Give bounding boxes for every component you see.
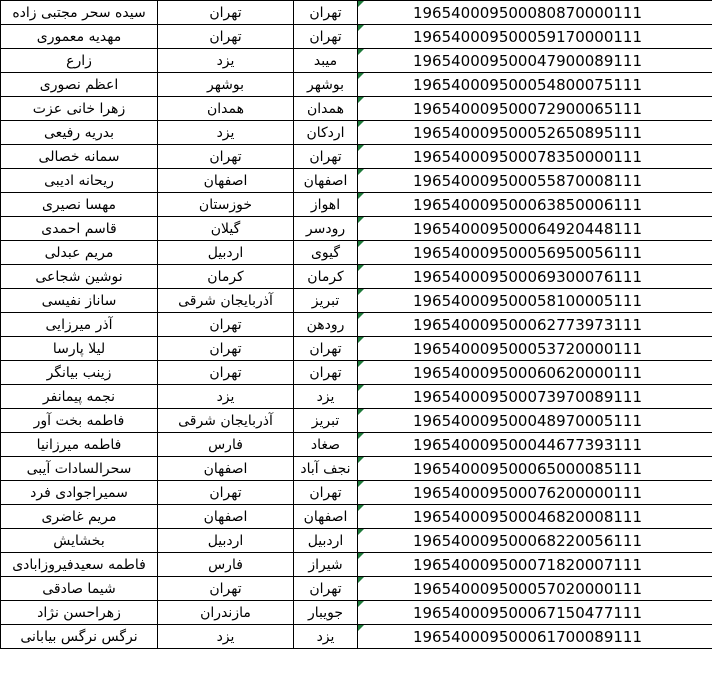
- code-cell[interactable]: 196540009500072900065111: [358, 97, 712, 121]
- code-cell[interactable]: 196540009500063850006111: [358, 193, 712, 217]
- province-cell[interactable]: تهران: [158, 313, 294, 337]
- province-cell[interactable]: یزد: [158, 121, 294, 145]
- table-row: [1, 505, 712, 529]
- code-cell[interactable]: 196540009500056950056111: [358, 241, 712, 265]
- city-cell[interactable]: صغاد: [294, 433, 358, 457]
- province-cell[interactable]: فارس: [158, 553, 294, 577]
- table-row: [1, 121, 712, 145]
- table-row: [1, 361, 712, 385]
- province-cell[interactable]: همدان: [158, 97, 294, 121]
- city-cell[interactable]: تهران: [294, 25, 358, 49]
- table-row: [1, 457, 712, 481]
- table-row: [1, 625, 712, 649]
- name-cell[interactable]: زهراحسن نژاد: [1, 601, 158, 625]
- province-cell[interactable]: اردبیل: [158, 241, 294, 265]
- name-cell[interactable]: نجمه پیمانفر: [1, 385, 158, 409]
- table-row: [1, 289, 712, 313]
- table-row: [1, 241, 712, 265]
- table-row: [1, 553, 712, 577]
- name-cell[interactable]: مریم عبدلی: [1, 241, 158, 265]
- name-cell[interactable]: نرگس نرگس بیابانی: [1, 625, 158, 649]
- city-cell[interactable]: میبد: [294, 49, 358, 73]
- table-row: [1, 49, 712, 73]
- city-cell[interactable]: تهران: [294, 577, 358, 601]
- table-row: [1, 409, 712, 433]
- code-cell[interactable]: 196540009500071820007111: [358, 553, 712, 577]
- table-row: [1, 481, 712, 505]
- city-cell[interactable]: جویبار: [294, 601, 358, 625]
- city-cell[interactable]: کرمان: [294, 265, 358, 289]
- name-cell[interactable]: مهدیه معموری: [1, 25, 158, 49]
- province-cell[interactable]: خوزستان: [158, 193, 294, 217]
- name-cell[interactable]: بدریه رفیعی: [1, 121, 158, 145]
- code-cell[interactable]: 196540009500054800075111: [358, 73, 712, 97]
- table-row: [1, 433, 712, 457]
- table-row: [1, 601, 712, 625]
- city-cell[interactable]: یزد: [294, 625, 358, 649]
- code-cell[interactable]: 196540009500061700089111: [358, 625, 712, 649]
- name-cell[interactable]: سمیراجوادی فرد: [1, 481, 158, 505]
- name-cell[interactable]: اعظم نصوری: [1, 73, 158, 97]
- city-cell[interactable]: اهواز: [294, 193, 358, 217]
- table-row: [1, 193, 712, 217]
- province-cell[interactable]: یزد: [158, 385, 294, 409]
- code-cell[interactable]: 196540009500060620000111: [358, 361, 712, 385]
- name-cell[interactable]: شیما صادقی: [1, 577, 158, 601]
- province-cell[interactable]: آذربایجان شرقی: [158, 289, 294, 313]
- province-cell[interactable]: تهران: [158, 577, 294, 601]
- province-cell[interactable]: تهران: [158, 481, 294, 505]
- city-cell[interactable]: گیوی: [294, 241, 358, 265]
- province-cell[interactable]: تهران: [158, 337, 294, 361]
- code-cell[interactable]: 196540009500068220056111: [358, 529, 712, 553]
- province-cell[interactable]: گیلان: [158, 217, 294, 241]
- province-cell[interactable]: کرمان: [158, 265, 294, 289]
- code-cell[interactable]: 196540009500046820008111: [358, 505, 712, 529]
- table-row: [1, 577, 712, 601]
- name-cell[interactable]: سحرالسادات آیبی: [1, 457, 158, 481]
- name-cell[interactable]: نوشین شجاعی: [1, 265, 158, 289]
- city-cell[interactable]: یزد: [294, 385, 358, 409]
- code-cell[interactable]: 196540009500064920448111: [358, 217, 712, 241]
- name-cell[interactable]: قاسم احمدی: [1, 217, 158, 241]
- name-cell[interactable]: لیلا پارسا: [1, 337, 158, 361]
- code-cell[interactable]: 196540009500044677393111: [358, 433, 712, 457]
- city-cell[interactable]: نجف آباد: [294, 457, 358, 481]
- city-cell[interactable]: تهران: [294, 337, 358, 361]
- province-cell[interactable]: یزد: [158, 625, 294, 649]
- name-cell[interactable]: مهسا نصیری: [1, 193, 158, 217]
- code-cell[interactable]: 196540009500055870008111: [358, 169, 712, 193]
- code-cell[interactable]: 196540009500062773973111: [358, 313, 712, 337]
- table-row: [1, 1, 712, 25]
- table-row: [1, 217, 712, 241]
- name-cell[interactable]: فاطمه میرزانیا: [1, 433, 158, 457]
- table-row: [1, 337, 712, 361]
- city-cell[interactable]: همدان: [294, 97, 358, 121]
- name-cell[interactable]: ریحانه ادیبی: [1, 169, 158, 193]
- province-cell[interactable]: بوشهر: [158, 73, 294, 97]
- province-cell[interactable]: اصفهان: [158, 169, 294, 193]
- table-row: [1, 529, 712, 553]
- table-row: [1, 145, 712, 169]
- province-cell[interactable]: یزد: [158, 49, 294, 73]
- name-cell[interactable]: سمانه خصالی: [1, 145, 158, 169]
- city-cell[interactable]: اردکان: [294, 121, 358, 145]
- city-cell[interactable]: تهران: [294, 145, 358, 169]
- city-cell[interactable]: تبریز: [294, 409, 358, 433]
- province-cell[interactable]: اصفهان: [158, 457, 294, 481]
- province-cell[interactable]: تهران: [158, 25, 294, 49]
- code-cell[interactable]: 196540009500080870000111: [358, 1, 712, 25]
- name-cell[interactable]: فاطمه بخت آور: [1, 409, 158, 433]
- city-cell[interactable]: بوشهر: [294, 73, 358, 97]
- table-row: [1, 97, 712, 121]
- code-cell[interactable]: 196540009500048970005111: [358, 409, 712, 433]
- city-cell[interactable]: تبریز: [294, 289, 358, 313]
- city-cell[interactable]: اصفهان: [294, 169, 358, 193]
- province-cell[interactable]: مازندران: [158, 601, 294, 625]
- province-cell[interactable]: آذربایجان شرقی: [158, 409, 294, 433]
- code-cell[interactable]: 196540009500059170000111: [358, 25, 712, 49]
- table-row: [1, 73, 712, 97]
- name-cell[interactable]: زهرا خانی عزت: [1, 97, 158, 121]
- city-cell[interactable]: تهران: [294, 1, 358, 25]
- code-cell[interactable]: 196540009500069300076111: [358, 265, 712, 289]
- name-cell[interactable]: مریم غاضری: [1, 505, 158, 529]
- code-cell[interactable]: 196540009500057020000111: [358, 577, 712, 601]
- province-cell[interactable]: تهران: [158, 145, 294, 169]
- code-cell[interactable]: 196540009500052650895111: [358, 121, 712, 145]
- name-cell[interactable]: زارع: [1, 49, 158, 73]
- code-cell[interactable]: 196540009500067150477111: [358, 601, 712, 625]
- name-cell[interactable]: بخشایش: [1, 529, 158, 553]
- code-cell[interactable]: 196540009500047900089111: [358, 49, 712, 73]
- city-cell[interactable]: شیراز: [294, 553, 358, 577]
- name-cell[interactable]: زینب بیانگر: [1, 361, 158, 385]
- province-cell[interactable]: فارس: [158, 433, 294, 457]
- code-cell[interactable]: 196540009500065000085111: [358, 457, 712, 481]
- table-row: [1, 169, 712, 193]
- province-cell[interactable]: تهران: [158, 361, 294, 385]
- code-cell[interactable]: 196540009500058100005111: [358, 289, 712, 313]
- province-cell[interactable]: اردبیل: [158, 529, 294, 553]
- province-cell[interactable]: تهران: [158, 1, 294, 25]
- city-cell[interactable]: تهران: [294, 481, 358, 505]
- code-cell[interactable]: 196540009500053720000111: [358, 337, 712, 361]
- code-cell[interactable]: 196540009500073970089111: [358, 385, 712, 409]
- code-cell[interactable]: 196540009500078350000111: [358, 145, 712, 169]
- city-cell[interactable]: رودسر: [294, 217, 358, 241]
- name-cell[interactable]: ساناز نفیسی: [1, 289, 158, 313]
- city-cell[interactable]: اردبیل: [294, 529, 358, 553]
- table-row: [1, 313, 712, 337]
- table-row: [1, 385, 712, 409]
- city-cell[interactable]: اصفهان: [294, 505, 358, 529]
- table-body: [1, 1, 712, 649]
- name-cell[interactable]: سیده سحر مجتبی زاده: [1, 1, 158, 25]
- province-cell[interactable]: اصفهان: [158, 505, 294, 529]
- city-cell[interactable]: تهران: [294, 361, 358, 385]
- table-row: [1, 265, 712, 289]
- name-cell[interactable]: فاطمه سعیدفیروزابادی: [1, 553, 158, 577]
- table-row: [1, 25, 712, 49]
- name-cell[interactable]: آذر میرزایی: [1, 313, 158, 337]
- code-cell[interactable]: 196540009500076200000111: [358, 481, 712, 505]
- city-cell[interactable]: رودهن: [294, 313, 358, 337]
